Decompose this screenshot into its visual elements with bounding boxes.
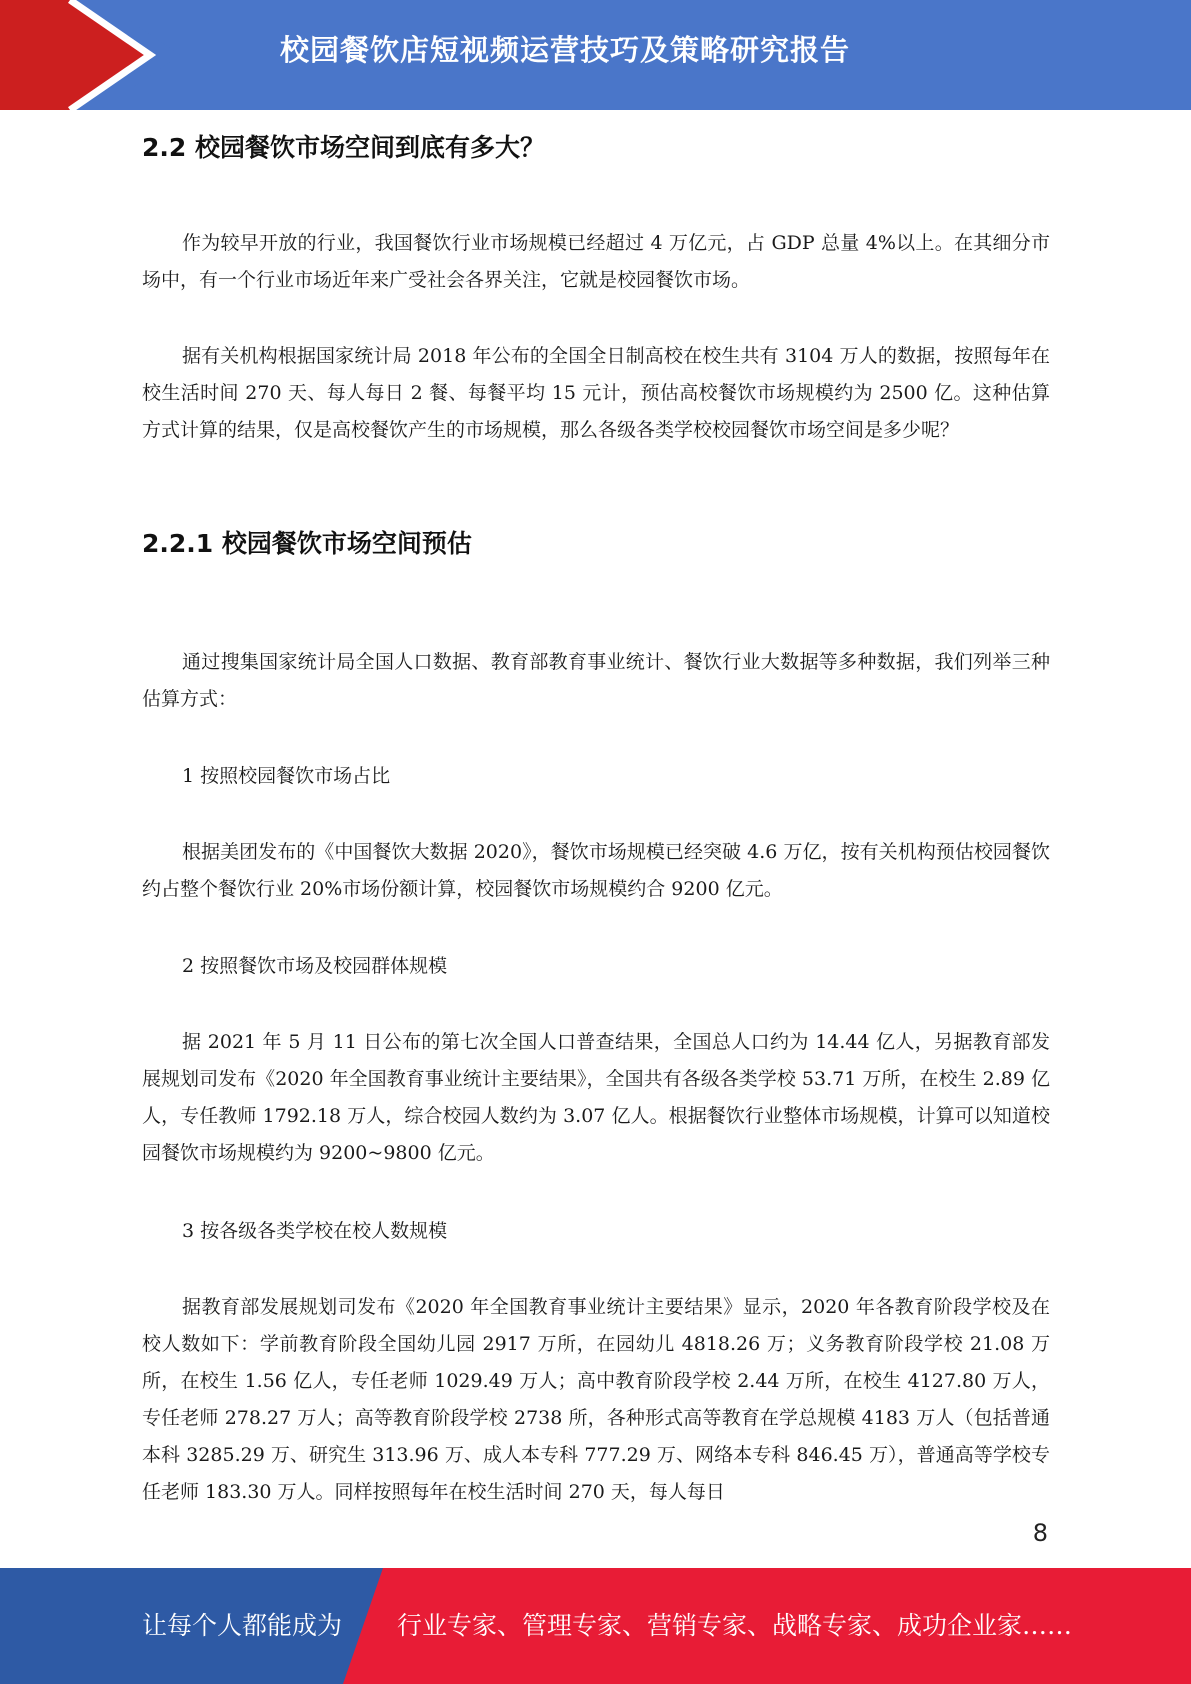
header-title: 校园餐饮店短视频运营技巧及策略研究报告: [280, 33, 851, 67]
footer-slogan-right: 行业专家、管理专家、营销专家、战略专家、成功企业家……: [397, 1611, 1073, 1640]
paragraph-2: 据有关机构根据国家统计局 2018 年公布的全国全日制高校在校生共有 3104 万人的数据，按照每年在校生活时间 270 天、每人每日 2 餐、每餐平均 15 元计，预估高校餐饮市场规模约为 2500 亿。这种估算方式计算的结果，仅是高校餐饮产生的市场规模，那么各级各类学校校园餐饮市场空间是多少呢？: [142, 345, 1050, 441]
method2-title: 2 按照餐饮市场及校园群体规模: [182, 955, 448, 977]
method2-paragraph: 据 2021 年 5 月 11 日公布的第七次全国人口普查结果，全国总人口约为 14.44 亿人，另据教育部发展规划司发布《2020 年全国教育事业统计主要结果》，全国共有各级各类学校 53.71 万所，在校生 2.89 亿人，专任教师 1792.18 万人，综合校园人数约为 3.07 亿人。根据餐饮行业整体市场规模，计算可以知道校园餐饮市场规模约为 9200~9800 亿元。: [142, 1031, 1050, 1164]
header-banner: [0, 0, 1191, 110]
method3-paragraph: 据教育部发展规划司发布《2020 年全国教育事业统计主要结果》显示，2020 年各教育阶段学校及在校人数如下：学前教育阶段全国幼儿园 2917 万所，在园幼儿 4818.26 万；义务教育阶段学校 21.08 万所，在校生 1.56 亿人，专任老师 1029.49 万人；高中教育阶段学校 2.44 万所，在校生 4127.80 万人，专任老师 278.27 万人；高等教育阶段学校 2738 所，各种形式高等教育在学总规模 4183 万人（包括普通本科 3285.29 万、研究生 313.96 万、成人本专科 777.29 万、网络本专科 846.45 万），普通高等学校专任老师 183.30 万人。同样按照每年在校生活时间 270 天，每人每日: [142, 1296, 1050, 1503]
paragraph-1: 作为较早开放的行业，我国餐饮行业市场规模已经超过 4 万亿元，占 GDP 总量 4%以上。在其细分市场中，有一个行业市场近年来广受社会各界关注，它就是校园餐饮市场。: [142, 232, 1050, 291]
page-number: 8: [1032, 1519, 1048, 1547]
method3-title: 3 按各级各类学校在校人数规模: [182, 1220, 448, 1242]
intro-paragraph: 通过搜集国家统计局全国人口数据、教育部教育事业统计、餐饮行业大数据等多种数据，我们列举三种估算方式：: [142, 651, 1050, 710]
method1-title: 1 按照校园餐饮市场占比: [182, 765, 391, 787]
section-heading: 2.2 校园餐饮市场空间到底有多大？: [142, 133, 545, 162]
footer-banner: [0, 1568, 1191, 1684]
footer-slogan-left: 让每个人都能成为: [142, 1611, 343, 1640]
subsection-heading: 2.2.1 校园餐饮市场空间预估: [142, 529, 472, 558]
method1-paragraph: 根据美团发布的《中国餐饮大数据 2020》，餐饮市场规模已经突破 4.6 万亿，按有关机构预估校园餐饮约占整个餐饮行业 20%市场份额计算，校园餐饮市场规模约合 9200 亿元。: [142, 841, 1050, 900]
